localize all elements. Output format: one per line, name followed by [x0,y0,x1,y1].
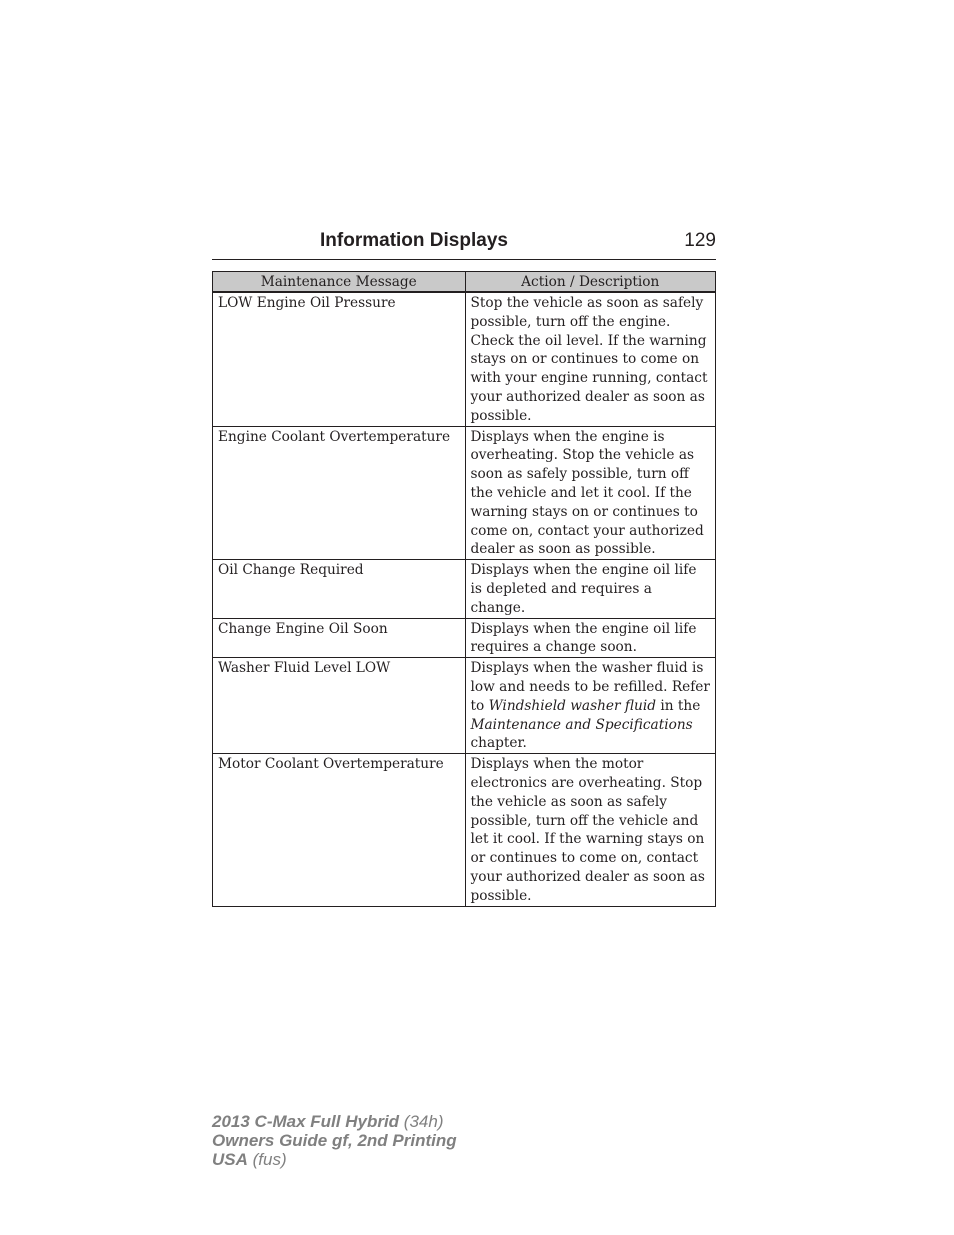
footer-line [212,1150,457,1169]
table-row [213,292,716,426]
section-title: Information Displays [320,230,508,251]
footer-model-code: (34h) [403,1112,444,1131]
description-cell: Displays when the engine oil life is depleted and requires a change. [465,560,716,618]
message-cell: Washer Fluid Level LOW [213,658,466,754]
footer-model: 2013 C-Max Full Hybrid [212,1112,400,1131]
footer-guide: Owners Guide gf, 2nd Printing [212,1131,457,1150]
table-header-row [213,272,716,293]
description-cell: Displays when the engine is overheating. Stop the vehicle as soon as safely possible, turn off the vehicle and let it cool. If the warning stays on or continues to come on, contact your authorized dealer as soon as possible. [465,426,716,560]
description-cell: Displays when the engine oil life requires a change soon. [465,618,716,658]
cross-reference-link[interactable]: Windshield washer fluid [488,697,656,714]
description-cell: Displays when the motor electronics are overheating. Stop the vehicle as soon as safely possible, turn off the vehicle and let it cool. If the warning stays on or continues to come on, contact your authorized dealer as soon as possible. [465,754,716,906]
message-cell: LOW Engine Oil Pressure [213,292,466,426]
table-row [213,754,716,906]
page-header [212,229,716,260]
message-cell: Oil Change Required [213,560,466,618]
maintenance-message-table [212,271,716,907]
table-row [213,658,716,754]
message-cell: Change Engine Oil Soon [213,618,466,658]
table-row [213,618,716,658]
message-cell: Engine Coolant Overtemperature [213,426,466,560]
footer-region-code: (fus) [252,1150,287,1169]
page-number: 129 [684,230,716,251]
cross-reference-link[interactable]: Maintenance and Specifications [470,716,693,733]
column-header-description: Action / Description [465,272,716,293]
description-cell: Stop the vehicle as soon as safely possible, turn off the engine. Check the oil level. If the warning stays on or continues to come on with your engine running, contact your authorized dealer as soon as possible. [465,292,716,426]
column-header-message: Maintenance Message [213,272,466,293]
description-text: chapter. [470,735,527,752]
message-cell: Motor Coolant Overtemperature [213,754,466,906]
footer-line [212,1131,457,1150]
footer-line [212,1112,457,1131]
page-footer [212,1112,457,1169]
footer-region: USA [212,1150,248,1169]
description-cell [465,658,716,754]
table-row [213,426,716,560]
description-text: in the [660,697,701,714]
description-text: Displays when the washer fluid is low and needs to be refilled. Refer to [470,660,710,714]
table-row [213,560,716,618]
